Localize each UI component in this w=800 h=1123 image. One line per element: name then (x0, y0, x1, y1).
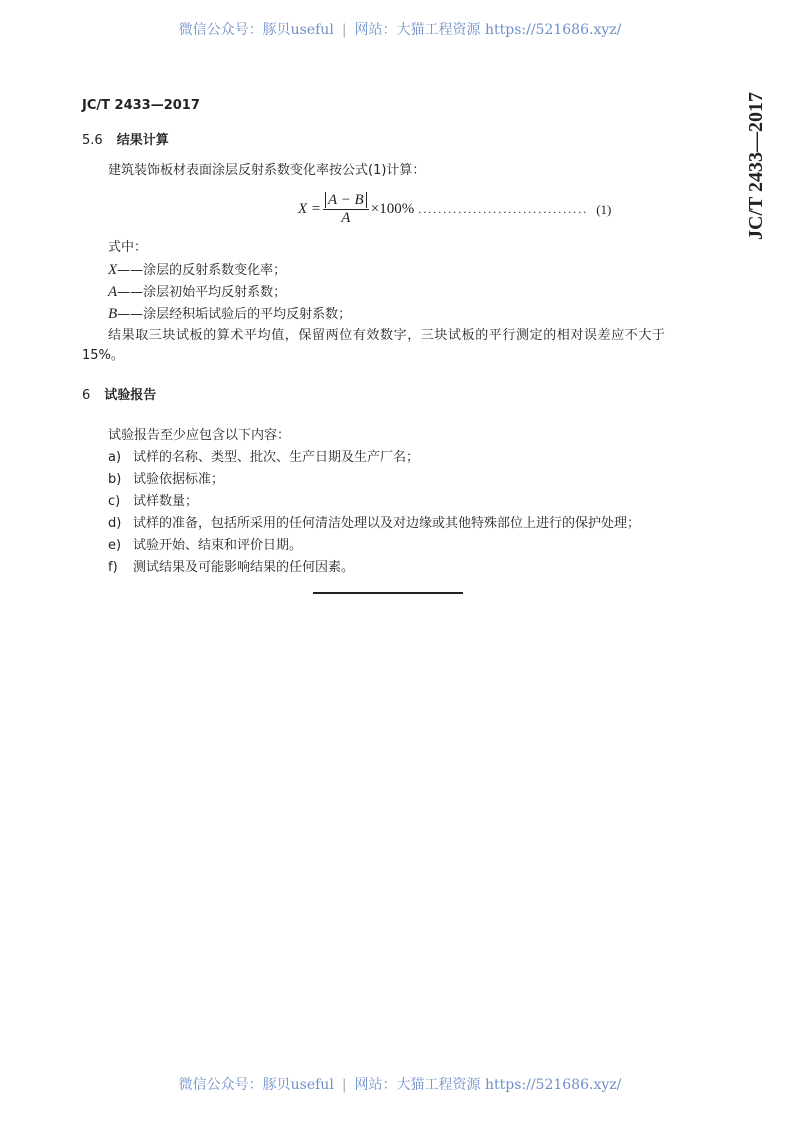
var-symbol: X (108, 262, 118, 278)
end-rule (313, 592, 463, 594)
var-desc: ——涂层的反射系数变化率； (117, 263, 287, 278)
item-label: c) (108, 494, 121, 509)
watermark-bottom (0, 1074, 800, 1094)
result-line-1: 结果取三块试板的算术平均值，保留两位有效数字，三块试板的平行测定的相对误差应不大于 (108, 328, 666, 343)
watermark-site: 网站：大猫工程资源 https://521686.xyz/ (354, 1077, 622, 1093)
watermark-wechat: 微信公众号：豚贝useful (178, 1077, 334, 1093)
where-label: 式中： (108, 240, 148, 255)
formula-denominator: A (341, 210, 351, 226)
item-text: 试验依据标准； (133, 472, 225, 487)
section-6-heading (82, 388, 156, 404)
item-text: 试样数量； (133, 494, 199, 509)
equation-number: (1) (596, 201, 612, 217)
section-title: 试验报告 (104, 388, 157, 403)
section-number: 5.6 (82, 133, 103, 148)
item-label: e) (108, 538, 122, 553)
list-item (108, 560, 354, 576)
list-item (108, 516, 640, 532)
formula-numerator: A − B (325, 192, 367, 208)
result-line-2: 15%。 (82, 348, 124, 363)
item-text: 试样的准备，包括所采用的任何清洁处理以及对边缘或其他特殊部位上进行的保护处理； (133, 516, 641, 531)
var-b (108, 306, 351, 323)
var-desc: ——涂层初始平均反射系数； (117, 285, 287, 300)
section-number: 6 (82, 388, 91, 403)
formula-multiplier: ×100% (370, 201, 415, 217)
item-label: a) (108, 450, 122, 465)
item-text: 试验开始、结束和评价日期。 (133, 538, 303, 553)
list-item (108, 538, 302, 554)
doc-number-header: JC/T 2433—2017 (82, 98, 200, 113)
var-a (108, 284, 286, 301)
formula-intro: 建筑装饰板材表面涂层反射系数变化率按公式(1)计算： (108, 163, 426, 178)
formula-1 (298, 192, 611, 227)
var-symbol: B (108, 306, 118, 322)
watermark-site: 网站：大猫工程资源 https://521686.xyz/ (354, 22, 622, 38)
section-5-6-heading (82, 133, 169, 149)
side-doc-number: JC/T 2433—2017 (745, 92, 767, 240)
report-intro: 试验报告至少应包含以下内容： (108, 428, 291, 443)
formula-leader: .................................. (418, 202, 589, 216)
item-label: d) (108, 516, 122, 531)
section-title: 结果计算 (116, 133, 169, 148)
list-item (108, 450, 419, 466)
formula-fraction (323, 192, 369, 227)
var-desc: ——涂层经积垢试验后的平均反射系数； (117, 307, 352, 322)
item-label: b) (108, 472, 122, 487)
list-item (108, 494, 198, 510)
item-text: 测试结果及可能影响结果的任何因素。 (133, 560, 355, 575)
watermark-separator: | (341, 1077, 347, 1093)
item-label: f) (108, 560, 118, 575)
item-text: 试样的名称、类型、批次、生产日期及生产厂名； (133, 450, 420, 465)
var-symbol: A (108, 284, 118, 300)
formula-lhs: X = (298, 201, 322, 217)
watermark-wechat: 微信公众号：豚贝useful (178, 22, 334, 38)
var-x (108, 262, 286, 279)
list-item (108, 472, 224, 488)
watermark-separator: | (341, 22, 347, 38)
watermark-top (0, 19, 800, 39)
